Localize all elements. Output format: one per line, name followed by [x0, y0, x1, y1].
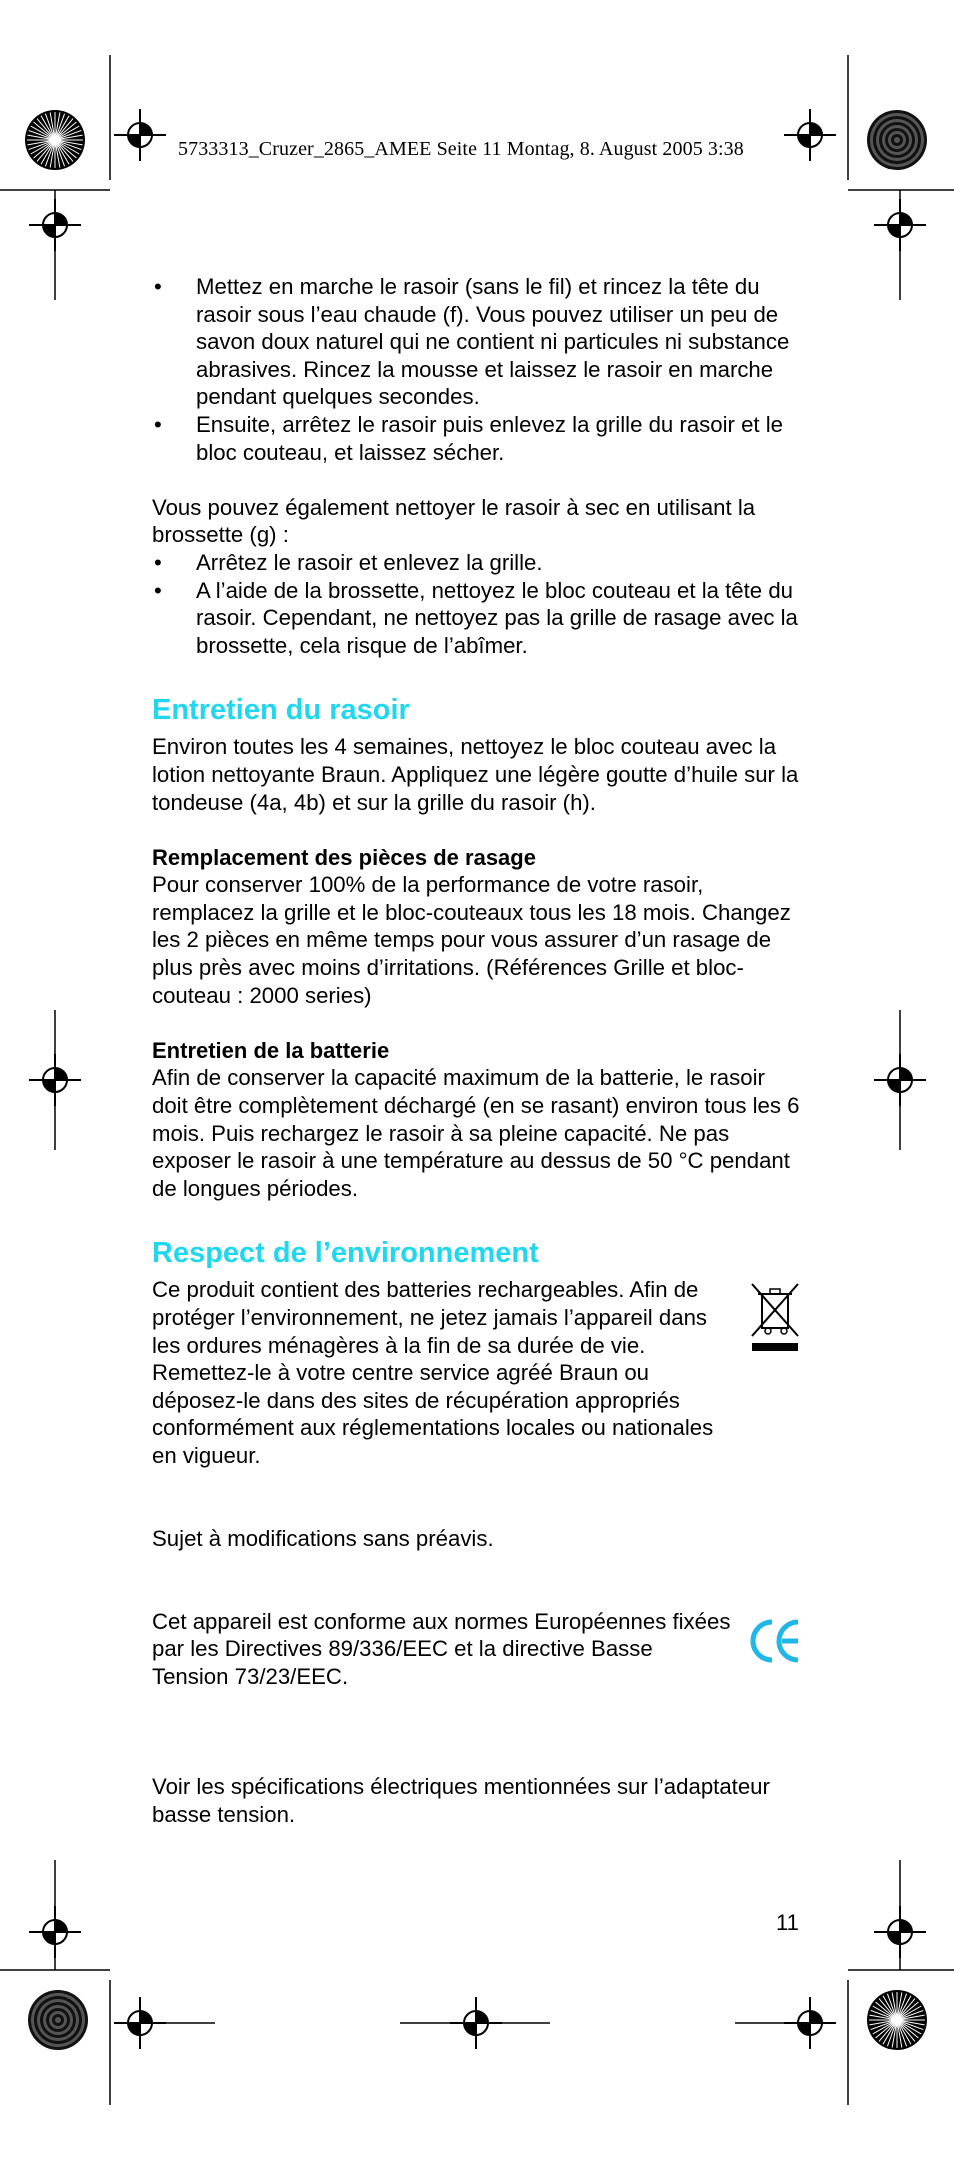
dry-cleaning-list [152, 549, 802, 659]
list-item: • A l’aide de la brossette, nettoyez le bloc couteau et la tête du rasoir. Cependant, ne nettoyez pas la grille de rasage avec la brossette, cela risque de l’abîmer. [152, 577, 802, 660]
environment-block [152, 1276, 802, 1469]
registration-target-icon [867, 1990, 927, 2050]
list-item: • Mettez en marche le rasoir (sans le fil) et rincez la tête du rasoir sous l’eau chaude (f). Vous pouvez utiliser un peu de savon doux naturel qui ne contient ni particules ni substance abrasives. Rincez la mousse et laissez le rasoir en marche pendant quelques secondes. [152, 273, 802, 411]
page-number: 11 [776, 1910, 799, 1935]
registration-cross-icon [114, 1997, 166, 2049]
registration-cross-icon [784, 1997, 836, 2049]
subject-to-change-note: Sujet à modifications sans préavis. [152, 1525, 494, 1551]
dry-cleaning-intro: Vous pouvez également nettoyer le rasoir à sec en utilisant la brossette (g) : [152, 494, 756, 548]
environment-heading: Respect de l’environnement [152, 1237, 539, 1270]
environment-text: Ce produit contient des batteries rechargeables. Afin de protéger l’environnement, ne jetez jamais l’appareil dans les ordures ménagères à la fin de sa durée de vie. Remettez-le à votre centre service agréé Braun ou déposez-le dans des sites de récupération appropriés conformément aux réglementations locales ou nationales en vigueur. [152, 1277, 714, 1468]
maintenance-heading: Entretien du rasoir [152, 694, 410, 727]
conformity-block [152, 1608, 802, 1691]
crossed-out-wheelie-bin-icon [748, 1280, 802, 1352]
maintenance-intro: Environ toutes les 4 semaines, nettoyez le bloc couteau avec la lotion nettoyante Braun. Appliquez une légère goutte d’huile sur la tondeuse (4a, 4b) et sur la grille du rasoir (h). [152, 734, 799, 815]
list-item: • Arrêtez le rasoir et enlevez la grille. [152, 549, 802, 577]
conformity-text: Cet appareil est conforme aux normes Européennes fixées par les Directives 89/336/EEC et la directive Basse Tension 73/23/EEC. [152, 1608, 731, 1689]
print-slug: 5733313_Cruzer_2865_AMEE Seite 11 Montag, 8. August 2005 3:38 [178, 138, 744, 160]
registration-target-icon [867, 110, 927, 170]
replacement-heading: Remplacement des pièces de rasage [152, 844, 536, 870]
registration-cross-icon [784, 109, 836, 161]
replacement-text: Pour conserver 100% de la performance de votre rasoir, remplacez la grille et le bloc-couteaux tous les 18 mois. Changez les 2 pièces en même temps pour vous assurer d’un rasage de plus près avec moins d’irritations. (Références Grille et bloc-couteau : 2000 series) [152, 872, 791, 1008]
registration-cross-icon [114, 109, 166, 161]
page-content [152, 273, 802, 1828]
battery-heading: Entretien de la batterie [152, 1037, 390, 1063]
battery-text: Afin de conserver la capacité maximum de la batterie, le rasoir doit être complètement déchargé (en se rasant) environ tous les 6 mois. Puis rechargez le rasoir à sa pleine capacité. Ne pas exposer le rasoir à une température au dessus de 50 °C pendant de longues périodes. [152, 1065, 800, 1201]
ce-mark-icon [748, 1618, 802, 1664]
registration-target-icon [25, 110, 85, 170]
electrical-note: Voir les spécifications électriques mentionnées sur l’adaptateur basse tension. [152, 1774, 770, 1827]
wet-cleaning-list [152, 273, 802, 466]
registration-target-icon [28, 1990, 88, 2050]
list-item: • Ensuite, arrêtez le rasoir puis enlevez la grille du rasoir et le bloc couteau, et laissez sécher. [152, 411, 802, 466]
